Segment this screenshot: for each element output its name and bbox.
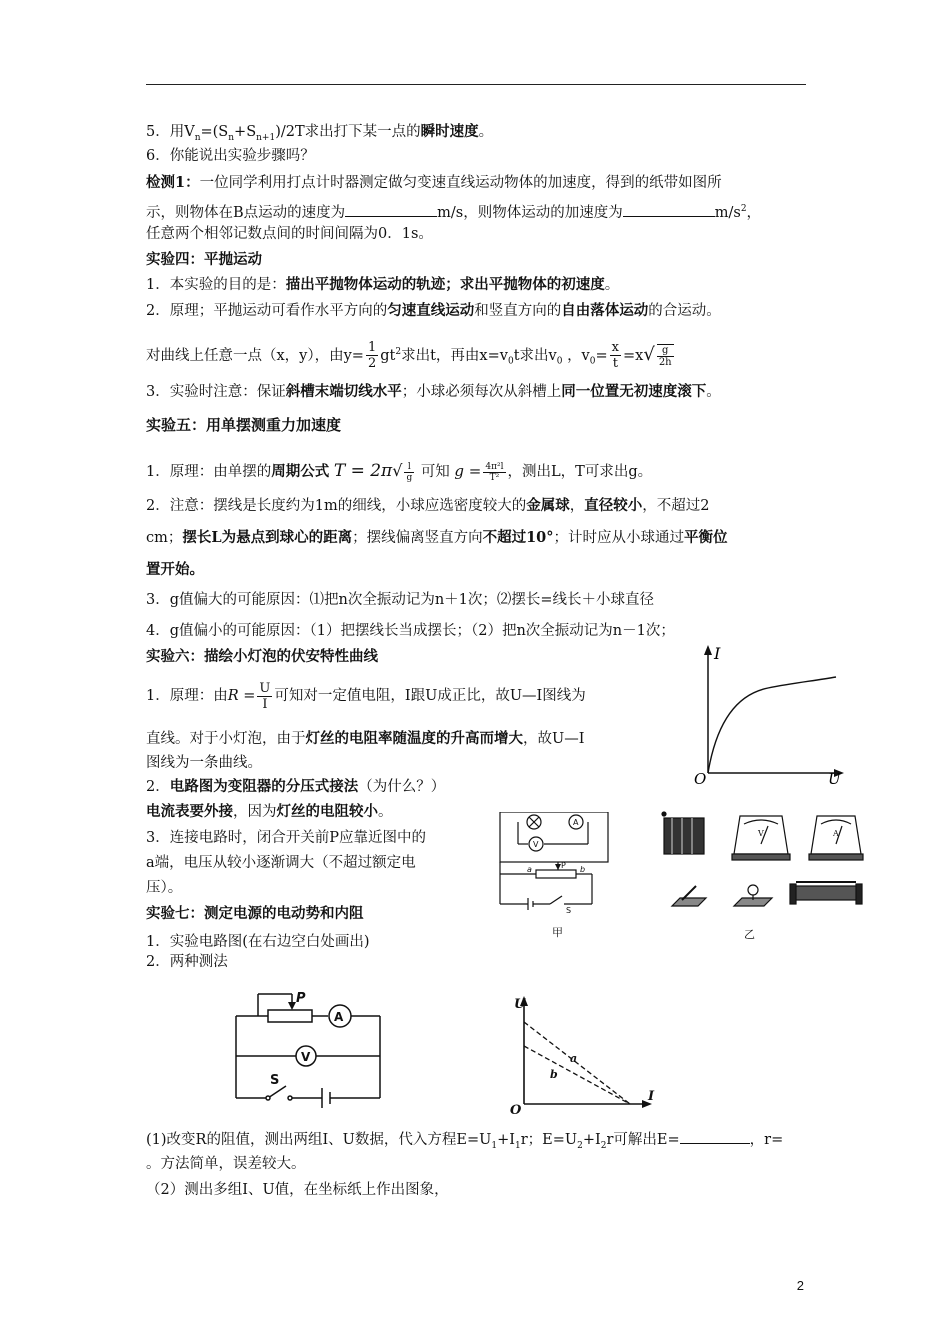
quiz-1-line-1: 检测1：一位同学利用打点计时器测定做匀变速直线运动物体的加速度，得到的纸带如图所 (146, 174, 722, 191)
instruments-figure (656, 806, 866, 926)
s7-method-1: (1)改变R的阻值，测出两组I、U数据，代入方程$E=U_1+I_1r$；$E=U_2+I_2r$可解出E= ，r= (146, 1129, 783, 1156)
ui-graph-figure (510, 996, 670, 1116)
header-rule (146, 84, 806, 85)
caption-jia: 甲 (552, 926, 563, 939)
circuit-emf-figure (228, 988, 388, 1108)
line-b-label: b (550, 1068, 558, 1081)
emf-ammeter-label: A (334, 1010, 344, 1024)
line-a-label: a (570, 1052, 578, 1065)
s6-ammeter-note: 电流表要外接，因为灯丝的电阻较小。 (146, 803, 393, 820)
s4-purpose: 1．本实验的目的是：描出平抛物体运动的轨迹；求出平抛物体的初速度。 (146, 276, 620, 293)
s6-connect-2: a端，电压从较小逐渐调大（不超过额定电 (146, 855, 416, 871)
s6-principle-1: 1．原理：由R = $\frac{U}{I}$ 可知对一定值电阻，I跟U成正比，故U—I图线为 (146, 680, 586, 712)
end-a-label: a (527, 865, 532, 874)
quiz-1-line-2: 示，则物体在B点运动的速度为 m/s，则物体运动的加速度为 $m/s^2$， (146, 199, 761, 223)
page-number: 2 (796, 1278, 804, 1293)
emf-slider-label: P (296, 991, 306, 1006)
section-5-title: 实验五：用单摆测重力加速度 (146, 416, 342, 434)
s6-principle-3: 图线为一条曲线。 (146, 755, 262, 771)
s5-note-1: 2．注意：摆线是长度约为1m的细线，小球应选密度较大的金属球，直径较小，不超过2 (146, 497, 710, 514)
iu-y-label: I (714, 644, 721, 663)
section-6-title: 实验六：描绘小灯泡的伏安特性曲线 (146, 649, 378, 665)
iu-x-label: U (828, 770, 841, 785)
s6-connect-1: 3．连接电路时，闭合开关前P应靠近图中的 (146, 830, 426, 846)
s5-note-2: cm；摆长L为悬点到球心的距离；摆线偏离竖直方向不超过10°；计时应从小球通过平衡位 (146, 529, 728, 546)
s5-g-small: 4．g值偏小的可能原因：（1）把摆线长当成摆长；（2）把n次全振动记为n－1次； (146, 623, 675, 639)
end-b-label: b (580, 865, 586, 874)
s4-principle: 2．原理；平抛运动可看作水平方向的匀速直线运动和竖直方向的自由落体运动的合运动。 (146, 302, 721, 319)
switch-label: S (566, 906, 572, 915)
ammeter-label: A (573, 818, 579, 827)
s7-method-1-cont: 。方法简单，误差较大。 (146, 1156, 306, 1172)
circuit-jia-figure (488, 812, 618, 916)
s5-g-large: 3．g值偏大的可能原因：⑴把n次全振动记为n＋1次；⑵摆长=线长＋小球直径 (146, 592, 655, 608)
iu-origin: O (694, 770, 707, 785)
s7-step-2: 2．两种测法 (146, 954, 228, 970)
line-steps-question: 6．你能说出实验步骤吗？ (146, 148, 315, 164)
ui-y-label: U (514, 997, 526, 1012)
voltmeter-label: V (533, 840, 539, 849)
line-instant-velocity: 5．用$V_n=(S_n+S_{n+1})/2T$求出打下某一点的瞬时速度。 (146, 123, 494, 143)
slider-label: P (561, 861, 566, 870)
s6-principle-2: 直线。对于小灯泡，由于灯丝的电阻率随温度的升高而增大，故U—I (146, 730, 585, 747)
caption-yi: 乙 (744, 928, 755, 941)
s6-circuit-note: 2．电路图为变阻器的分压式接法（为什么？） (146, 778, 446, 795)
s5-principle: 1．原理：由单摆的周期公式 T = 2π√ $\frac{l}{g}$ 可知 g = $\frac{\text{4π²l}}{\text{T²}}$ ，测出L，T可求出g。 (146, 461, 653, 483)
answer-blank[interactable] (623, 202, 715, 217)
s7-method-2: （2）测出多组I、U值，在坐标纸上作出图象， (146, 1182, 449, 1198)
section-7-title: 实验七：测定电源的电动势和内阻 (146, 906, 364, 922)
svg-text:A: A (833, 829, 839, 838)
emf-switch-label: S (270, 1073, 280, 1088)
answer-blank[interactable] (680, 1129, 750, 1144)
quiz-1-line-3: 任意两个相邻记数点间的时间间隔为0．1s。 (146, 226, 433, 242)
s6-connect-3: 压）。 (146, 880, 183, 896)
svg-text:V: V (758, 829, 764, 838)
s7-step-1: 1．实验电路图(在右边空白处画出) (146, 934, 370, 950)
ui-x-label: I (648, 1089, 655, 1104)
iu-curve-figure (688, 643, 848, 785)
section-4-title: 实验四：平抛运动 (146, 252, 262, 268)
emf-voltmeter-label: V (301, 1050, 311, 1064)
answer-blank[interactable] (345, 202, 437, 217)
ui-origin: O (510, 1103, 522, 1116)
s4-formula: 对曲线上任意一点（x，y），由y= $\frac{1}{2}$ $gt^2$求出t，再由$x=v_0t$求出$v_0$ ，$v_0=$ $\frac{x}{t}$ =x√ $\frac{g}{2h}$ (146, 340, 672, 372)
s5-note-3: 置开始。 (146, 561, 204, 578)
s4-notes: 3．实验时注意：保证斜槽末端切线水平；小球必须每次从斜槽上同一位置无初速度滚下。 (146, 383, 721, 400)
